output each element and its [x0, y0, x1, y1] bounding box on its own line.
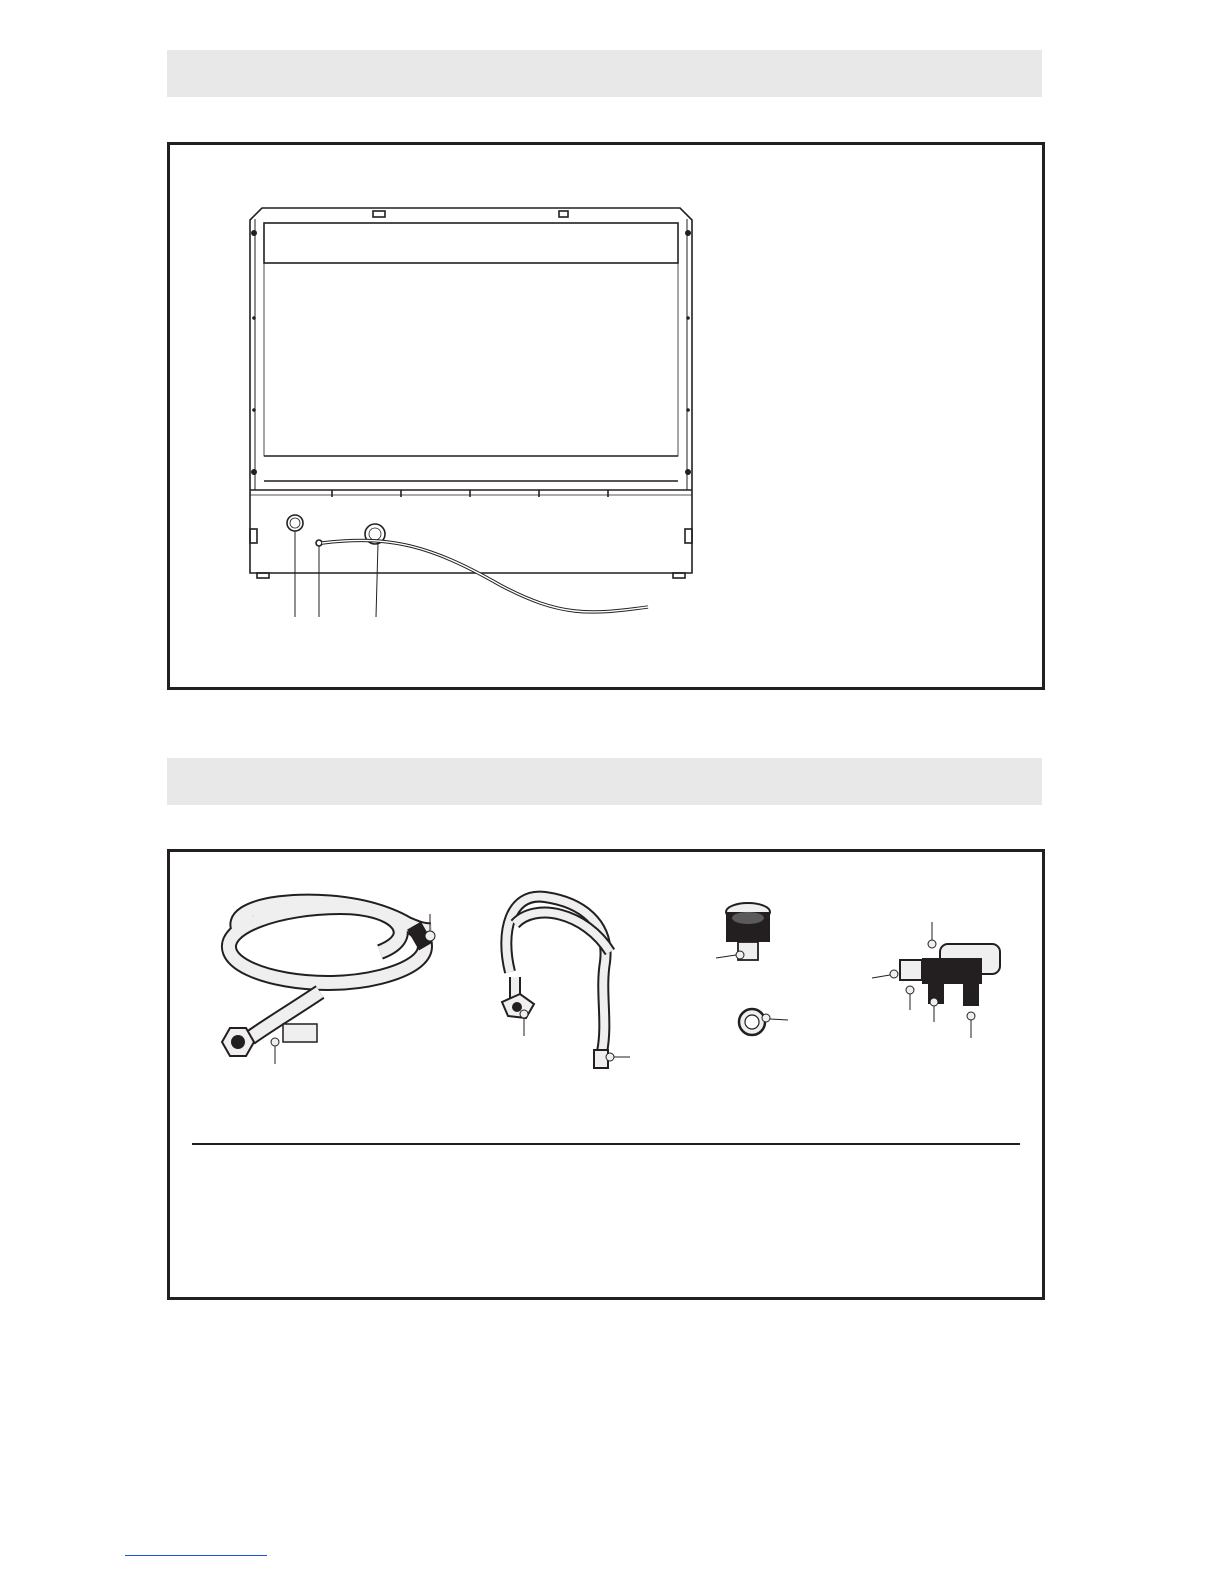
dishwasher-back-icon	[170, 145, 1042, 687]
inlet-hose-icon	[222, 902, 435, 1064]
accessories-figure-frame	[167, 849, 1045, 1300]
section-header-band	[167, 50, 1042, 97]
faucet-adapter-icon	[716, 903, 770, 960]
section-header-band	[167, 758, 1042, 805]
gasket-ring-icon	[739, 1009, 788, 1035]
drain-hose-icon	[502, 897, 630, 1068]
footer-link-underline[interactable]	[125, 1555, 267, 1556]
rear-view-figure-frame	[167, 142, 1045, 690]
accessories-illustration	[170, 852, 1042, 1297]
tap-connector-icon	[872, 922, 1000, 1038]
